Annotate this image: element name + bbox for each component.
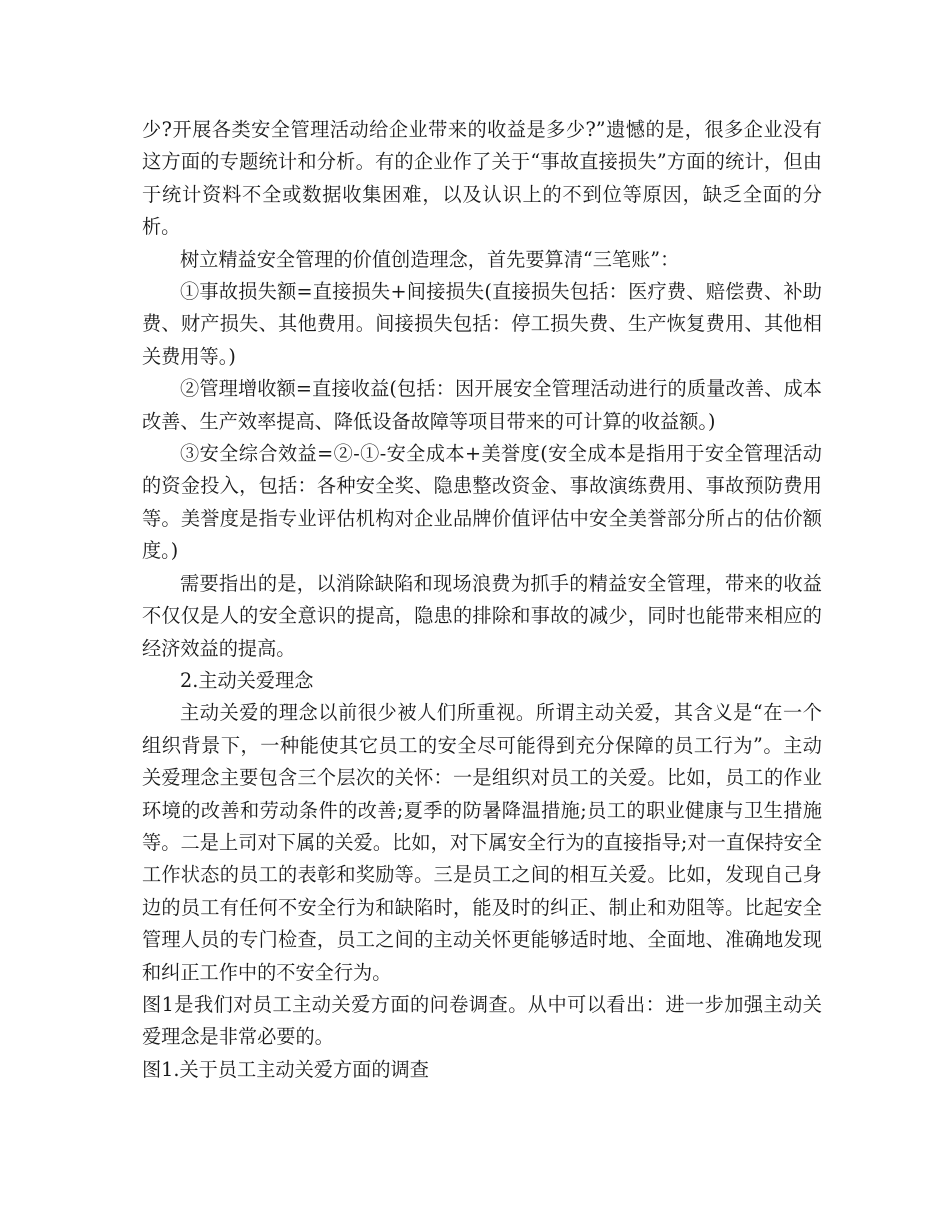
paragraph-active-care: 主动关爱的理念以前很少被人们所重视。所谓主动关爱，其含义是“在一个组织背景下，一种能使其它员工的安全尽可能得到充分保障的员工行为”。主动关爱理念主要包含三个层次的关怀：一是组织对员工的关爱。比如，员工的作业环境的改善和劳动条件的改善;夏季的防暑降温措施;员工的职业健康与卫生措施等。二是上司对下属的关爱。比如，对下属安全行为的直接指导;对一直保持安全工作状态的员工的表彰和奖励等。三是员工之间的相互关爱。比如，发现自己身边的员工有任何不安全行为和缺陷时，能及时的纠正、制止和劝阻等。比起安全管理人员的专门检查，员工之间的主动关怀更能够适时地、全面地、准确地发现和纠正工作中的不安全行为。 <box>142 701 822 984</box>
paragraph-lean-safety-note: 需要指出的是，以消除缺陷和现场浪费为抓手的精益安全管理，带来的收益不仅仅是人的安全意识的提高，隐患的排除和事故的减少，同时也能带来相应的经济效益的提高。 <box>142 571 822 660</box>
paragraph-three-accounts: 树立精益安全管理的价值创造理念，首先要算清“三笔账”： <box>180 247 680 271</box>
figure-caption: 图1.关于员工主动关爱方面的调查 <box>142 1057 429 1081</box>
paragraph-accident-loss: ①事故损失额=直接损失+间接损失(直接损失包括：医疗费、赔偿费、补助费、财产损失、其他费用。间接损失包括：停工损失费、生产恢复费用、其他相关费用等。) <box>142 280 822 368</box>
document-body <box>142 114 822 1086</box>
paragraph-safety-benefit: ③安全综合效益=②-①-安全成本+美誉度(安全成本是指用于安全管理活动的资金投入，包括：各种安全奖、隐患整改资金、事故演练费用、事故预防费用等。美誉度是指专业评估机构对企业品牌价值评估中安全美誉部分所占的估价额度。) <box>142 442 822 563</box>
paragraph-intro-continued: 少?开展各类安全管理活动给企业带来的收益是多少?”遗憾的是，很多企业没有这方面的专题统计和分析。有的企业作了关于“事故直接损失”方面的统计，但由于统计资料不全或数据收集困难，以及认识上的不到位等原因，缺乏全面的分析。 <box>142 118 822 239</box>
paragraph-figure-reference: 图1是我们对员工主动关爱方面的问卷调查。从中可以看出：进一步加强主动关爱理念是非常必要的。 <box>142 992 822 1049</box>
paragraph-management-gain: ②管理增收额=直接收益(包括：因开展安全管理活动进行的质量改善、成本改善、生产效率提高、降低设备故障等项目带来的可计算的收益额。) <box>142 377 822 433</box>
section-heading-active-care: 2.主动关爱理念 <box>180 668 314 692</box>
